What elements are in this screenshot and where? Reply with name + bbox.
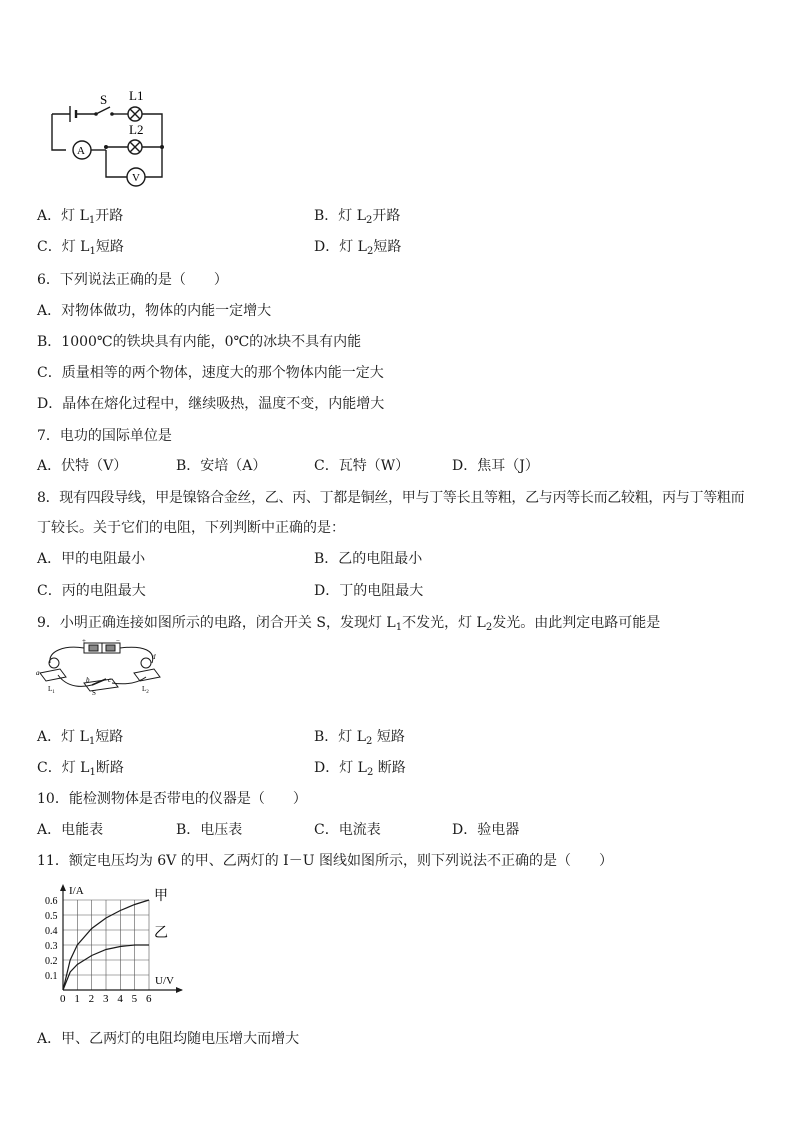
q5-switch-label: S bbox=[100, 92, 108, 107]
q9-option-b: B．灯 $L_2$ 短路 bbox=[314, 729, 405, 747]
q5-option-d: D．灯 $L_2$短路 bbox=[314, 239, 402, 257]
q9-plus-label: + bbox=[82, 637, 86, 645]
x-tick-label: 4 bbox=[117, 993, 123, 1005]
q9-option-d: D．灯 $L_2$ 断路 bbox=[314, 760, 406, 778]
q5-lamp2-label: L2 bbox=[129, 122, 144, 137]
q9-d-label: d bbox=[152, 653, 156, 661]
y-tick-label: 0.3 bbox=[45, 941, 58, 952]
q11-stem: 11．额定电压均为 6V 的甲、乙两灯的 I－U 图线如图所示，则下列说法不正确的是（ ） bbox=[37, 853, 613, 869]
q7-option-b: B．安培（A） bbox=[176, 458, 267, 474]
q9-b-label: b bbox=[86, 676, 90, 684]
q7-option-c: C．瓦特（W） bbox=[314, 458, 410, 474]
x-tick-label: 3 bbox=[103, 993, 109, 1005]
q6-stem: 6．下列说法正确的是（ ） bbox=[37, 272, 228, 288]
y-tick-label: 0.1 bbox=[45, 971, 58, 982]
q10-stem: 10．能检测物体是否带电的仪器是（ ） bbox=[37, 791, 307, 807]
q9-stem: 9．小明正确连接如图所示的电路，闭合开关 S，发现灯 $L_1$不发光，灯 $L_2$发光。由此判定电路可能是 bbox=[37, 615, 661, 633]
q8-stem-line1: 8．现有四段导线，甲是镍铬合金丝，乙、丙、丁都是铜丝，甲与丁等长且等粗，乙与丙等长而乙较粗，丙与丁等粗而 bbox=[37, 490, 745, 506]
q10-option-c: C．电流表 bbox=[314, 822, 381, 838]
q9-a-label: a bbox=[36, 669, 40, 677]
x-tick-label: 6 bbox=[146, 993, 152, 1005]
q5-lamp1-label: L1 bbox=[129, 88, 144, 103]
q10-option-a: A．电能表 bbox=[37, 822, 104, 838]
q9-circuit-figure bbox=[34, 637, 166, 695]
q7-option-d: D．焦耳（J） bbox=[452, 458, 539, 474]
q5-voltmeter-label: V bbox=[132, 172, 140, 184]
q8-stem-line2: 丁较长。关于它们的电阻，下列判断中正确的是： bbox=[37, 520, 345, 536]
q10-option-b: B．电压表 bbox=[176, 822, 243, 838]
x-tick-label: 5 bbox=[131, 993, 138, 1005]
y-tick-label: 0.5 bbox=[45, 911, 58, 922]
q9-option-a: A．灯 $L_1$短路 bbox=[37, 729, 124, 747]
q9-s-label: S bbox=[92, 689, 96, 695]
q9-c-label: c bbox=[108, 676, 112, 684]
series-label-1: 甲 bbox=[154, 889, 168, 904]
x-axis-label: U/V bbox=[155, 975, 174, 987]
x-tick-label: 0 bbox=[60, 993, 66, 1005]
q10-option-d: D．验电器 bbox=[452, 822, 520, 838]
q5-option-a: A．灯 $L_1$开路 bbox=[37, 208, 124, 226]
q7-option-a: A．伏特（V） bbox=[37, 458, 128, 474]
q7-stem: 7．电功的国际单位是 bbox=[37, 428, 172, 444]
x-tick-label: 1 bbox=[74, 993, 80, 1005]
q5-option-c: C．灯 $L_1$短路 bbox=[37, 239, 124, 257]
y-tick-label: 0.2 bbox=[45, 956, 58, 967]
y-axis-arrow bbox=[60, 884, 66, 891]
q9-l2-label: $L_2$ bbox=[142, 685, 149, 695]
q11-option-a: A．甲、乙两灯的电阻均随电压增大而增大 bbox=[37, 1031, 300, 1047]
q8-option-d: D．丁的电阻最大 bbox=[314, 583, 424, 599]
q5-ammeter-label: A bbox=[77, 145, 85, 157]
y-tick-label: 0.4 bbox=[45, 926, 58, 937]
q6-option-c: C．质量相等的两个物体，速度大的那个物体内能一定大 bbox=[37, 365, 384, 381]
q6-option-a: A．对物体做功，物体的内能一定增大 bbox=[37, 303, 272, 319]
series-label-2: 乙 bbox=[154, 926, 168, 941]
q5-circuit-diagram bbox=[40, 84, 180, 188]
y-axis-label: I/A bbox=[69, 885, 84, 897]
q8-option-c: C．丙的电阻最大 bbox=[37, 583, 146, 599]
x-axis-arrow bbox=[176, 987, 183, 993]
q8-option-a: A．甲的电阻最小 bbox=[37, 551, 146, 567]
q6-option-b: B．1000℃的铁块具有内能，0℃的冰块不具有内能 bbox=[37, 334, 362, 350]
q9-option-c: C．灯 $L_1$断路 bbox=[37, 760, 124, 778]
q8-option-b: B．乙的电阻最小 bbox=[314, 551, 423, 567]
q9-minus-label: − bbox=[116, 637, 120, 645]
q6-option-d: D．晶体在熔化过程中，继续吸热，温度不变，内能增大 bbox=[37, 396, 385, 412]
q9-l1-label: $L_1$ bbox=[48, 685, 55, 695]
x-tick-label: 2 bbox=[88, 993, 95, 1005]
q5-option-b: B．灯 $L_2$开路 bbox=[314, 208, 401, 226]
iu-chart bbox=[30, 882, 190, 1010]
y-tick-label: 0.6 bbox=[45, 896, 58, 907]
